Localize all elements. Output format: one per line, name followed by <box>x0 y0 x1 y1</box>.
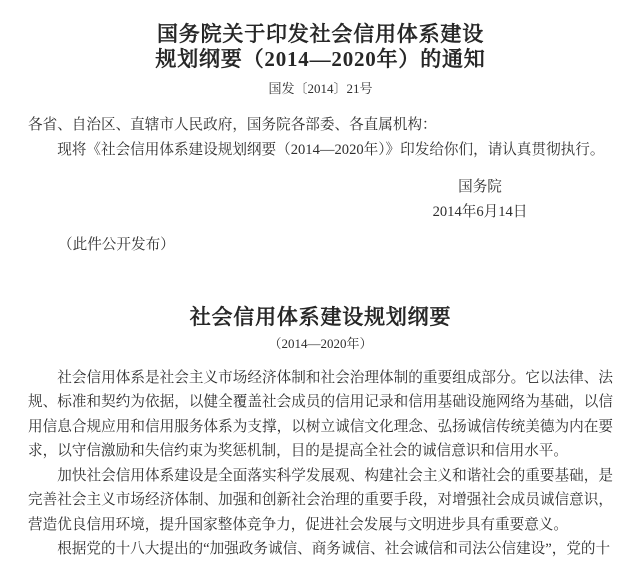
signature-block <box>385 175 575 224</box>
notice-title-line-2: 规划纲要（2014—2020年）的通知 <box>155 47 486 71</box>
public-release-note: （此件公开发布） <box>58 237 175 253</box>
signer-name: 国务院 <box>458 179 502 195</box>
notice-body-text: 现将《社会信用体系建设规划纲要（2014—2020年）》印发给你们，请认真贯彻执行。 <box>57 141 605 158</box>
plan-paragraph-1: 社会信用体系是社会主义市场经济体制和社会治理体制的重要组成部分。它以法律、法规、标准和契约为依据，以健全覆盖社会成员的信用记录和信用基础设施网络为基础，以信用信息合规应用和信用服务体系为支撑，以树立诚信文化理念、弘扬诚信传统美德为内在要求，以守信激励和失信约束为奖惩机制，目的是提高全社会的诚信意识和信用水平。 <box>28 369 613 459</box>
plan-body <box>28 366 613 562</box>
document-number: 国发〔2014〕21号 <box>268 81 373 96</box>
plan-subtitle: （2014—2020年） <box>268 335 373 351</box>
plan-paragraph-2: 加快社会信用体系建设是全面落实科学发展观、构建社会主义和谐社会的重要基础，是完善社会主义市场经济体制、加强和创新社会治理的重要手段，对增强社会成员诚信意识，营造优良信用环境，提升国家整体竞争力，促进社会发展与文明进步具有重要意义。 <box>28 467 613 533</box>
notice-title <box>28 22 613 72</box>
recipients-line: 各省、自治区、直辖市人民政府，国务院各部委、各直属机构： <box>28 117 437 133</box>
notice-title-line-1: 国务院关于印发社会信用体系建设 <box>157 22 484 46</box>
plan-title: 社会信用体系建设规划纲要 <box>189 304 452 329</box>
signature-date: 2014年6月14日 <box>432 203 528 220</box>
plan-paragraph-3: 根据党的十八大提出的“加强政务诚信、商务诚信、社会诚信和司法公信建设”，党的十 <box>57 541 611 557</box>
